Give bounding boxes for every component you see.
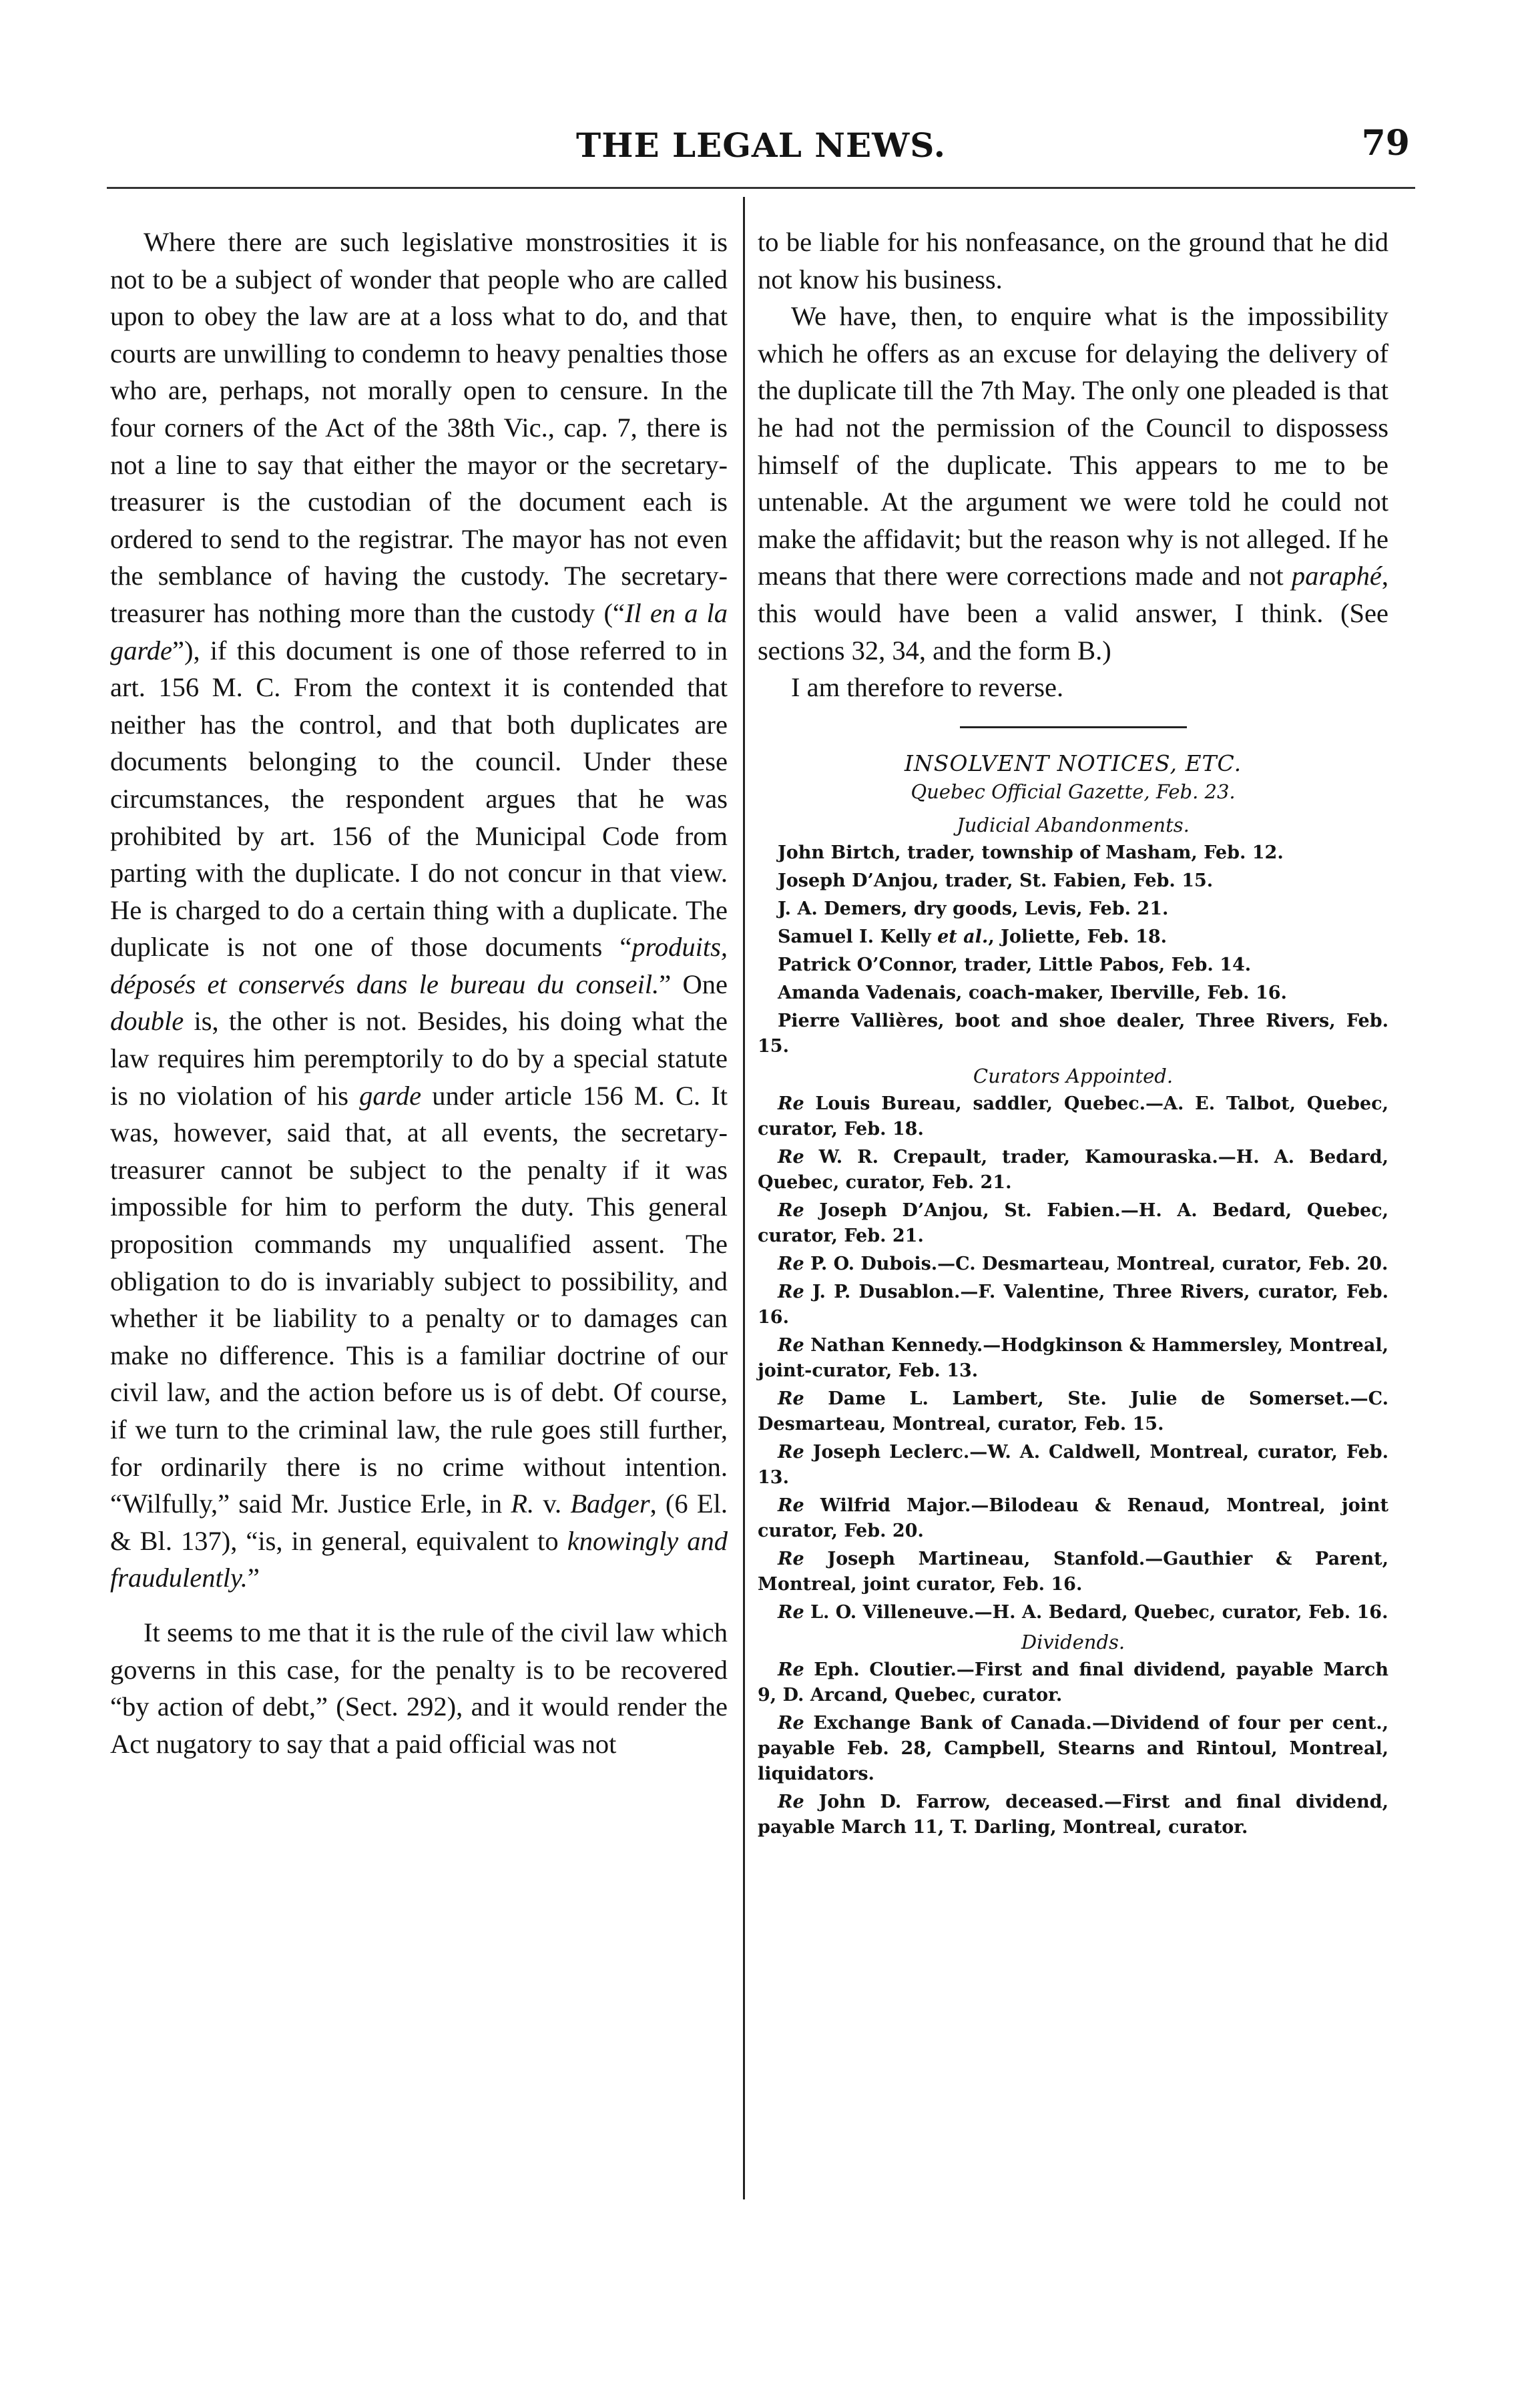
paragraph: It seems to me that it is the rule of the civil law which governs in this case, for the penalty is to be recovered “by action of debt,” (Sect. 292), and it would render the Act nugatory to say that a paid official was not [110,1617,728,1759]
curators-list [758,1091,1388,1625]
running-head [107,120,1415,174]
notice-entry: Re Joseph D’Anjou, St. Fabien.—H. A. Bedard, Quebec, curator, Feb. 21. [758,1200,1388,1246]
section-title-abandonments: Judicial Abandonments. [957,813,1190,836]
notice-entry: Amanda Vadenais, coach-maker, Iberville, Feb. 16. [778,982,1287,1003]
dividends-list [758,1657,1388,1840]
notice-entry: Re Louis Bureau, saddler, Quebec.—A. E. Talbot, Quebec, curator, Feb. 18. [758,1093,1388,1139]
notices-heading: INSOLVENT NOTICES, ETC. [904,750,1242,776]
publication-title: THE LEGAL NEWS. [576,125,946,165]
notice-entry: Pierre Vallières, boot and shoe dealer, Three Rivers, Feb. 15. [758,1010,1388,1057]
notice-entry: Re Eph. Cloutier.—First and final dividend, payable March 9, D. Arcand, Quebec, curator. [758,1659,1388,1705]
notice-entry: Joseph D’Anjou, trader, St. Fabien, Feb. 15. [778,870,1214,891]
notice-entry: Re Nathan Kennedy.—Hodgkinson & Hammersley, Montreal, joint-curator, Feb. 13. [758,1334,1388,1381]
notice-entry: Patrick O’Connor, trader, Little Pabos, Feb. 14. [778,954,1252,975]
notice-entry: Re Joseph Martineau, Stanfold.—Gauthier & Parent, Montreal, joint curator, Feb. 16. [758,1548,1388,1595]
notice-entry: Samuel I. Kelly et al., Joliette, Feb. 18. [778,926,1168,947]
paragraph: We have, then, to enquire what is the impossibility which he offers as an excuse for delaying the delivery of the duplicate till the 7th May. The only one pleaded is that he had not the permission of the Council to dispossess himself of the duplicate. This appears to me to be untenable. At the argument we were told he could not make the affidavit; but the reason why is not alleged. If he means that there were corrections made and not paraphé, this would have been a valid answer, I think. (See sections 32, 34, and the form B.) [758,301,1388,666]
notice-entry: Re L. O. Villeneuve.—H. A. Bedard, Quebec, curator, Feb. 16. [778,1601,1388,1623]
notice-entry: Re Dame L. Lambert, Ste. Julie de Somerset.—C. Desmarteau, Montreal, curator, Feb. 15. [758,1388,1388,1434]
notice-entry: Re Exchange Bank of Canada.—Dividend of four per cent., payable Feb. 28, Campbell, Stearns and Rintoul, Montreal, liquidators. [758,1712,1388,1784]
page-number: 79 [1361,123,1410,164]
paragraph: Where there are such legislative monstrosities it is not to be a subject of wonder that people who are called upon to obey the law are at a loss what to do, and that courts are unwilling to condemn to heavy penalties those who are, perhaps, not morally open to censure. In the four corners of the Act of the 38th Vic., cap. 7, there is not a line to say that either the mayor or the secretary-treasurer is the custodian of the document each is ordered to send to the registrar. The mayor has not even the semblance of having the custody. The secretary-treasurer has nothing more than the custody (“Il en a la garde”), if this document is one of those referred to in art. 156 M. C. From the context it is contended that neither has the control, and that both duplicates are documents belonging to the council. Under these circumstances, the respondent argues that he was prohibited by art. 156 of the Municipal Code from parting with the duplicate. I do not concur in that view. He is charged to do a certain thing with a duplicate. The duplicate is not one of those documents “produits, déposés et conservés dans le bureau du conseil.” One double is, the other is not. Besides, his doing what the law requires him peremptorily to do by a special statute is no violation of his garde under article 156 M. C. It was, however, said that, at all events, the secretary-treasurer cannot be subject to the penalty if it was impossible for him to perform the duty. This general proposition commands my unqualified assent. The obligation to do is invariably subject to possibility, and whether it be liability to a penalty or to damages can make no difference. This is a familiar doctrine of our civil law, and the action before us is of debt. Of course, if we turn to the criminal law, the rule goes still further, for ordinarily there is no crime without intention. “Wilfully,” said Mr. Justice Erle, in R. v. Badger, (6 El. & Bl. 137), “is, in general, equivalent to knowingly and fraudulently.” [110,227,728,1593]
insolvent-notices [758,751,1388,1840]
notice-entry: Re Joseph Leclerc.—W. A. Caldwell, Montreal, curator, Feb. 13. [758,1441,1388,1488]
notice-entry: Re P. O. Dubois.—C. Desmarteau, Montreal, curator, Feb. 20. [778,1253,1388,1274]
notice-entry: John Birtch, trader, township of Masham, Feb. 12. [778,842,1284,863]
right-column [758,224,1388,1843]
notice-entry: Re John D. Farrow, deceased.—First and final dividend, payable March 11, T. Darling, Montreal, curator. [758,1791,1388,1838]
paragraph: I am therefore to reverse. [791,672,1064,703]
notice-entry: Re W. R. Crepault, trader, Kamouraska.—H. A. Bedard, Quebec, curator, Feb. 21. [758,1146,1388,1193]
notices-source: Quebec Official Gazette, Feb. 23. [911,780,1236,803]
column-divider [743,197,745,2199]
section-title-dividends: Dividends. [1021,1630,1125,1653]
left-column [110,224,728,1762]
abandonments-list [758,840,1388,1059]
section-divider [960,726,1187,728]
notice-entry: Re J. P. Dusablon.—F. Valentine, Three Rivers, curator, Feb. 16. [758,1281,1388,1328]
section-title-curators: Curators Appointed. [973,1064,1174,1087]
header-rule [107,187,1415,189]
notice-entry: J. A. Demers, dry goods, Levis, Feb. 21. [778,898,1169,919]
notice-entry: Re Wilfrid Major.—Bilodeau & Renaud, Montreal, joint curator, Feb. 20. [758,1495,1388,1541]
paragraph: to be liable for his nonfeasance, on the ground that he did not know his business. [758,227,1388,294]
